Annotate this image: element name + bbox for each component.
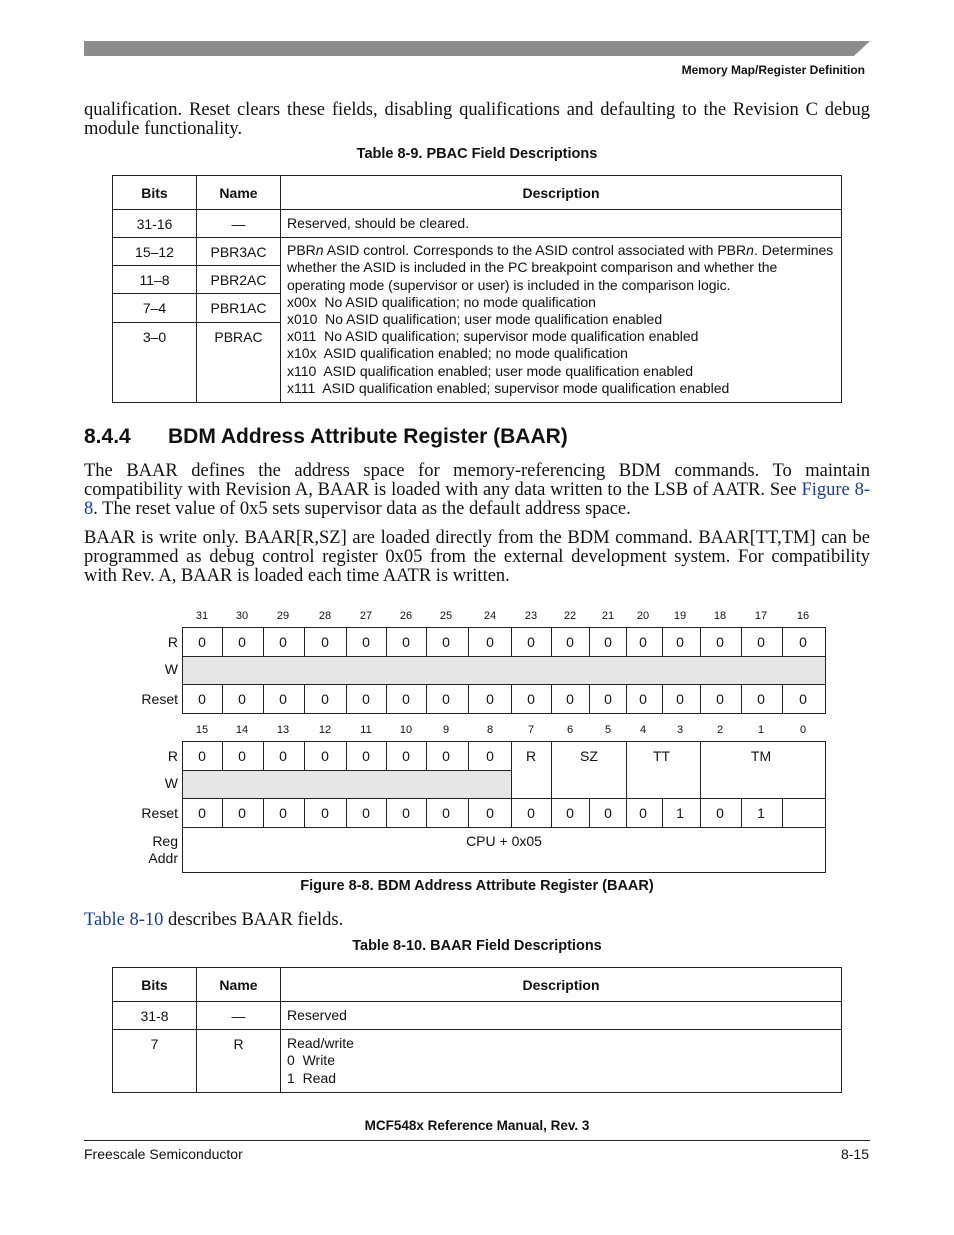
bit-value: TM	[750, 748, 772, 764]
bit-number: 4	[639, 724, 647, 736]
column-header: Bits	[113, 968, 197, 1002]
bits-cell: 31-16	[113, 210, 197, 238]
encoding-line: x111 ASID qualification enabled; supervisor mode qualification enabled	[287, 379, 730, 396]
description-cell: Reserved	[281, 1002, 842, 1030]
bit-value: 0	[639, 805, 647, 821]
bit-value: 0	[279, 748, 287, 764]
header-section-title: Memory Map/Register Definition	[681, 63, 865, 77]
bit-value: SZ	[580, 748, 598, 764]
bits-cell: 11–8	[113, 266, 197, 294]
row-label-reset: Reset	[141, 691, 178, 707]
row-divider	[182, 684, 826, 685]
figure-caption: Figure 8-8. BDM Address Attribute Register (BAAR)	[300, 878, 654, 894]
row-label-read: R	[167, 748, 178, 764]
bit-number: 24	[483, 610, 497, 622]
bit-number: 15	[195, 724, 209, 736]
bit-value: 0	[799, 691, 807, 707]
bit-value: 0	[486, 634, 494, 650]
bit-value: 0	[402, 634, 410, 650]
bit-value: 0	[402, 748, 410, 764]
bit-value: TT	[652, 748, 671, 764]
bit-number: 22	[563, 610, 577, 622]
bit-number: 3	[676, 724, 684, 736]
reference-line: Table 8-10 describes BAAR fields.	[84, 910, 344, 930]
bit-value: 0	[198, 634, 206, 650]
bit-value: 0	[676, 634, 684, 650]
name-cell: PBR3AC	[197, 238, 281, 266]
name-cell: R	[197, 1030, 281, 1093]
bit-number: 0	[799, 724, 807, 736]
name-cell: PBRAC	[197, 322, 281, 402]
row-label-read: R	[167, 634, 178, 650]
table-caption: Table 8-10. BAAR Field Descriptions	[352, 938, 602, 954]
bit-value: 0	[198, 691, 206, 707]
bit-value: 0	[716, 691, 724, 707]
bit-value: 0	[279, 691, 287, 707]
bit-value: 0	[527, 805, 535, 821]
bit-divider	[468, 741, 469, 770]
bit-value: 0	[604, 634, 612, 650]
bits-cell: 31-8	[113, 1002, 197, 1030]
bit-value: 0	[604, 805, 612, 821]
header-bar	[84, 41, 870, 57]
row-label-reg: Reg	[152, 833, 178, 849]
bit-number: 30	[235, 610, 249, 622]
bit-value: 0	[442, 805, 450, 821]
bit-value: 0	[362, 748, 370, 764]
row-label-addr: Addr	[148, 850, 178, 866]
bit-divider	[782, 798, 783, 827]
bit-value: 0	[527, 634, 535, 650]
description-cell	[281, 238, 842, 403]
baar-paragraph-2: BAAR is write only. BAAR[R,SZ] are loaded directly from the BDM command. BAAR[TT,TM] can be programmed as debug control register 0x05 from the external development system. For compatibility with Rev. A, BAAR is loaded each time AATR is written.	[84, 528, 870, 586]
bit-number: 20	[636, 610, 650, 622]
bit-number: 27	[359, 610, 373, 622]
bit-value: 0	[198, 805, 206, 821]
section-heading	[84, 425, 568, 449]
bit-number: 17	[754, 610, 768, 622]
encoding-line: x00x No ASID qualification; no mode qualification	[287, 293, 596, 310]
footer-manual-title: MCF548x Reference Manual, Rev. 3	[364, 1118, 590, 1133]
bit-number: 29	[276, 610, 290, 622]
bit-number: 31	[195, 610, 209, 622]
bit-value: 0	[639, 634, 647, 650]
bits-cell: 7–4	[113, 294, 197, 322]
bits-cell: 15–12	[113, 238, 197, 266]
name-cell: PBR2AC	[197, 266, 281, 294]
bit-value: 0	[442, 748, 450, 764]
baar-field-table	[112, 967, 842, 1093]
bit-value: 1	[676, 805, 684, 821]
bit-number: 26	[399, 610, 413, 622]
column-header: Name	[197, 176, 281, 210]
bit-value: 0	[238, 691, 246, 707]
bit-value: 0	[527, 691, 535, 707]
bit-number: 23	[524, 610, 538, 622]
bit-number: 25	[439, 610, 453, 622]
bit-value: 0	[442, 634, 450, 650]
bit-value: 0	[716, 805, 724, 821]
row-label-write: W	[164, 661, 178, 677]
row-divider	[182, 656, 826, 657]
bit-value: 1	[757, 805, 765, 821]
bit-value: 0	[279, 634, 287, 650]
bit-value: R	[525, 748, 537, 764]
baar-paragraph-1: The BAAR defines the address space for memory-referencing BDM commands. To maintain compatibility with Revision A, BAAR is loaded with any data written to the LSB of AATR. See Figure 8-8. The reset value of 0x5 sets supervisor data as the default address space.	[84, 461, 870, 519]
bit-number: 16	[796, 610, 810, 622]
register-address: CPU + 0x05	[466, 833, 542, 849]
description-intro: PBRn ASID control. Corresponds to the ASID control associated with PBRn. Determines whether the ASID is included in the PC breakpoint comparison and whether the operating mode (supervisor or user) is included in the comparison logic.	[287, 242, 834, 293]
bit-number: 9	[442, 724, 450, 736]
bits-cell: 3–0	[113, 322, 197, 402]
bit-value: 0	[799, 634, 807, 650]
row-divider	[182, 827, 826, 828]
bit-value: 0	[321, 748, 329, 764]
bits-cell: 7	[113, 1030, 197, 1093]
bit-value: 0	[279, 805, 287, 821]
bit-value: 0	[566, 805, 574, 821]
field-divider	[626, 741, 627, 798]
row-label-write: W	[164, 775, 178, 791]
bit-value: 0	[639, 691, 647, 707]
encoding-line: x011 No ASID qualification; supervisor mode qualification enabled	[287, 328, 699, 345]
table-caption: Table 8-9. PBAC Field Descriptions	[356, 146, 598, 162]
name-cell: —	[197, 1002, 281, 1030]
bit-divider	[468, 798, 469, 827]
bit-value: 0	[321, 691, 329, 707]
bit-number: 14	[235, 724, 249, 736]
bit-number: 11	[360, 724, 372, 736]
bit-value: 0	[486, 691, 494, 707]
footer-page-number: 8-15	[840, 1146, 869, 1162]
bit-number: 8	[486, 724, 494, 736]
bit-value: 0	[566, 634, 574, 650]
row-divider	[182, 798, 826, 799]
column-header: Name	[197, 968, 281, 1002]
row-divider	[182, 770, 511, 771]
bit-number: 18	[713, 610, 727, 622]
row-label-reset: Reset	[141, 805, 178, 821]
encoding-line: x110 ASID qualification enabled; user mode qualification enabled	[287, 362, 694, 379]
encoding-line: x010 No ASID qualification; user mode qualification enabled	[287, 311, 663, 328]
bit-value: 0	[716, 634, 724, 650]
name-cell: PBR1AC	[197, 294, 281, 322]
bit-value: 0	[486, 748, 494, 764]
bit-value: 0	[402, 805, 410, 821]
bit-number: 19	[673, 610, 687, 622]
description-cell: Reserved, should be cleared.	[281, 210, 842, 238]
field-divider	[700, 741, 701, 798]
bit-number: 6	[566, 724, 574, 736]
column-header: Bits	[113, 176, 197, 210]
bit-number: 12	[318, 724, 332, 736]
bit-value: 0	[238, 805, 246, 821]
bit-number: 7	[527, 724, 535, 736]
bit-value: 0	[486, 805, 494, 821]
bit-value: 0	[442, 691, 450, 707]
bit-value: 0	[238, 634, 246, 650]
bit-number: 5	[604, 724, 612, 736]
pbac-table	[112, 175, 842, 403]
bit-value: 0	[238, 748, 246, 764]
name-cell: —	[197, 210, 281, 238]
footer-company: Freescale Semiconductor	[84, 1146, 243, 1162]
bit-value: 0	[566, 691, 574, 707]
bit-value: 0	[321, 805, 329, 821]
bit-number: 1	[757, 724, 765, 736]
intro-paragraph: qualification. Reset clears these fields, disabling qualifications and defaulting to the Revision C debug module functionality.	[84, 100, 870, 139]
bit-number: 13	[276, 724, 290, 736]
table-link[interactable]: Table 8-10	[84, 910, 164, 930]
bit-value: 0	[757, 691, 765, 707]
figure-link[interactable]: Figure 8-8	[84, 480, 870, 519]
column-header: Description	[281, 176, 842, 210]
bit-number: 21	[601, 610, 615, 622]
bit-divider	[468, 627, 469, 656]
bit-value: 0	[604, 691, 612, 707]
bit-value: 0	[321, 634, 329, 650]
bit-value: 0	[362, 805, 370, 821]
column-header: Description	[281, 968, 842, 1002]
bit-value: 0	[198, 748, 206, 764]
bit-number: 28	[318, 610, 332, 622]
bit-value: 0	[757, 634, 765, 650]
bit-divider	[468, 684, 469, 713]
bit-value: 0	[362, 634, 370, 650]
bit-number: 10	[399, 724, 413, 736]
bit-value: 0	[402, 691, 410, 707]
encoding-line: x10x ASID qualification enabled; no mode qualification	[287, 345, 628, 362]
bit-number: 2	[716, 724, 724, 736]
section-title: BDM Address Attribute Register (BAAR)	[168, 425, 568, 448]
bit-value: 0	[362, 691, 370, 707]
bit-value: 0	[676, 691, 684, 707]
section-number: 8.4.4	[84, 425, 131, 448]
footer-rule	[84, 1140, 870, 1141]
description-cell: Read/write 0 Write 1 Read	[281, 1030, 842, 1093]
